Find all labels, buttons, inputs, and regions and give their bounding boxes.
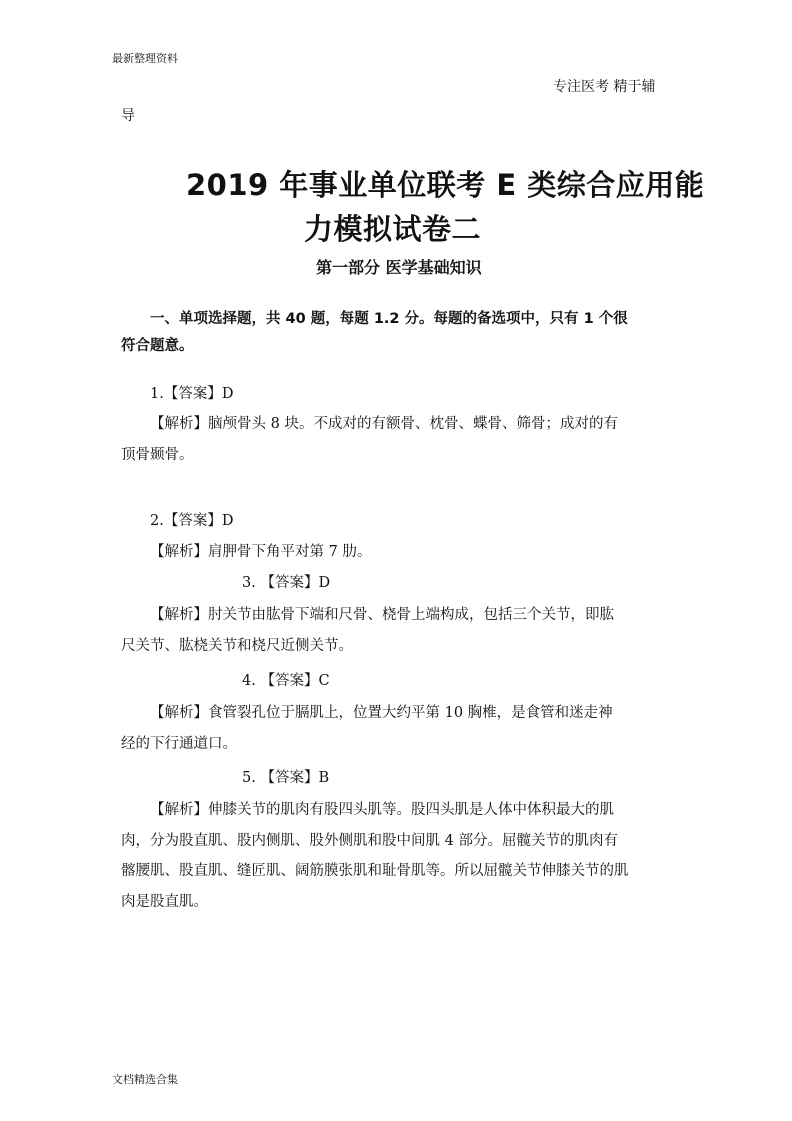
answer-5: 5. 【答案】B: [242, 770, 330, 786]
explanation-3-line2: 尺关节、肱桡关节和桡尺近侧关节。: [121, 638, 353, 654]
answer-4: 4. 【答案】C: [242, 673, 330, 689]
header-wrap-char: 导: [121, 108, 135, 124]
header-left-note: 最新整理资料: [112, 52, 178, 65]
explanation-5-line2: 肉，分为股直肌、股内侧肌、股外侧肌和股中间肌 4 部分。屈髋关节的肌肉有: [121, 833, 618, 849]
page-title-line1: 2019 年事业单位联考 E 类综合应用能: [186, 168, 705, 202]
page-title-line2: 力模拟试卷二: [304, 212, 482, 246]
explanation-2-line1: 【解析】肩胛骨下角平对第 7 肋。: [150, 544, 372, 560]
explanation-3-line1: 【解析】肘关节由肱骨下端和尺骨、桡骨上端构成，包括三个关节，即肱: [150, 607, 614, 623]
section-subtitle: 第一部分 医学基础知识: [316, 258, 482, 277]
answer-1: 1.【答案】D: [150, 386, 234, 402]
explanation-1-line2: 顶骨颞骨。: [121, 447, 194, 463]
page-footer: 文档精选合集: [112, 1073, 178, 1086]
explanation-4-line2: 经的下行通道口。: [121, 736, 237, 752]
section-instructions-line1: 一、单项选择题，共 40 题，每题 1.2 分。每题的备选项中，只有 1 个很: [150, 311, 628, 327]
section-instructions-line2: 符合题意。: [121, 338, 194, 354]
explanation-5-line1: 【解析】伸膝关节的肌肉有股四头肌等。股四头肌是人体中体积最大的肌: [150, 802, 614, 818]
answer-3: 3. 【答案】D: [242, 575, 331, 591]
explanation-5-line3: 髂腰肌、股直肌、缝匠肌、阔筋膜张肌和耻骨肌等。所以屈髋关节伸膝关节的肌: [121, 863, 629, 879]
explanation-5-line4: 肉是股直肌。: [121, 894, 208, 910]
explanation-1-line1: 【解析】脑颅骨头 8 块。不成对的有额骨、枕骨、蝶骨、筛骨；成对的有: [150, 416, 618, 432]
explanation-4-line1: 【解析】食管裂孔位于膈肌上，位置大约平第 10 胸椎，是食管和迷走神: [150, 705, 613, 721]
header-right-note: 专注医考 精于辅: [553, 79, 656, 95]
answer-2: 2.【答案】D: [150, 513, 234, 529]
